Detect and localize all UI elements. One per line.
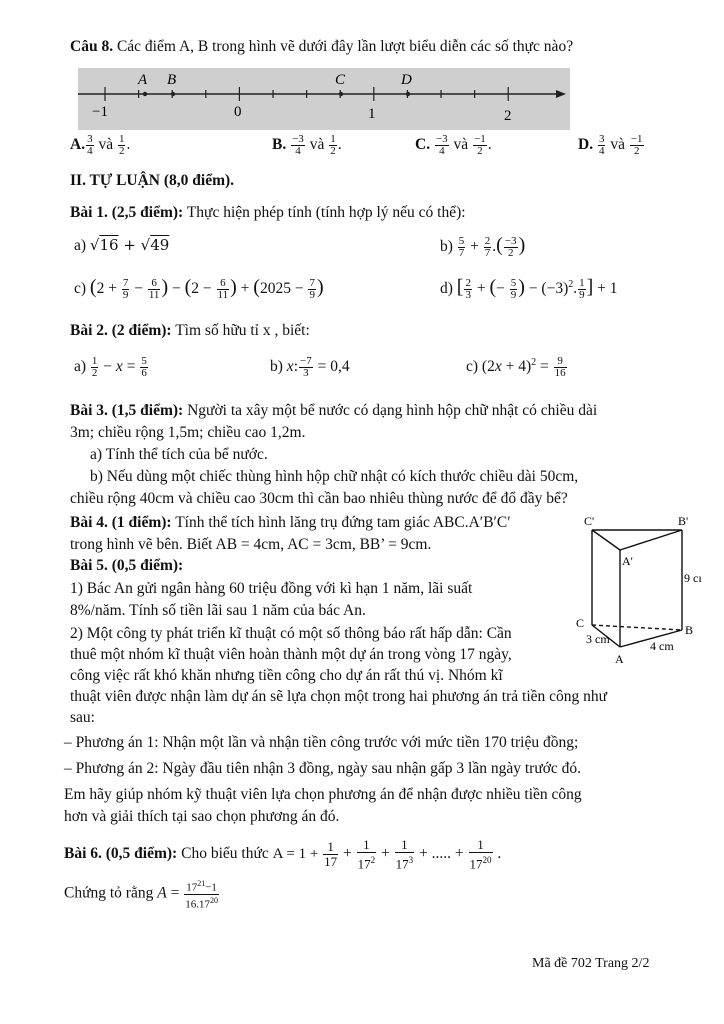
- point-b-dot: [171, 92, 175, 96]
- prism-figure: [570, 510, 720, 670]
- svg-text:B': B': [678, 514, 689, 528]
- number-line: [78, 68, 570, 130]
- point-c-label: C: [335, 72, 346, 88]
- q8-label: Câu 8.: [70, 38, 114, 55]
- bai5-opt1: – Phương án 1: Nhận một lần và nhận tiền công trước với mức tiền 170 triệu đồng;: [64, 734, 579, 751]
- q8-question: [70, 38, 573, 56]
- point-a-dot: [143, 92, 147, 96]
- bai4-line1: Bài 4. (1 điểm): Tính thể tích hình lăng trụ đứng tam giác ABC.A′B′C′: [70, 514, 511, 531]
- bai1-heading: Bài 1. (2,5 điểm): Thực hiện phép tính (tính hợp lý nếu có thể):: [70, 204, 466, 221]
- q8-option-b[interactable]: B. $\frac{-3}{4}$ và $\frac{1}{2}$ .: [272, 133, 342, 157]
- q8-option-a[interactable]: A. $\frac{3}{4}$ và $\frac{1}{2}$ .: [70, 133, 131, 157]
- bai5-p1-l2: 8%/năm. Tính số tiền lãi sau 1 năm của bác An.: [70, 602, 366, 619]
- section-title: II. TỰ LUẬN (8,0 điểm).: [70, 172, 235, 189]
- bai2-c: c) $(2x + 4)^2$ = $\frac{9}{16}$: [466, 355, 566, 379]
- bai3-line2: 3m; chiều rộng 1,5m; chiều cao 1,2m.: [70, 424, 306, 441]
- footer: Mã đề 702 Trang 2/2: [532, 956, 650, 971]
- bai3-b2: chiều rộng 40cm và chiều cao 30cm thì cần bao nhiêu thùng nước để đổ đầy bể?: [70, 490, 568, 507]
- svg-text:4 cm: 4 cm: [650, 639, 674, 653]
- bai5-p2-l5: sau:: [70, 709, 95, 726]
- point-d-label: D: [401, 72, 412, 88]
- svg-text:9 cı: 9 cı: [684, 571, 702, 585]
- tick-label-0: 0: [234, 104, 242, 120]
- bai2-a: a) $\frac{1}{2}$ − x = $\frac{5}{6}$: [74, 355, 147, 379]
- bai5-p2-l2: thuê một nhóm kĩ thuật viên hoàn thành một dự án trong vòng 17 ngày,: [70, 646, 512, 663]
- bai5-end1: Em hãy giúp nhóm kỹ thuật viên lựa chọn phương án để nhận được nhiều tiền công: [64, 786, 582, 803]
- point-c-dot: [339, 92, 343, 96]
- bai5-p2-l4: thuật viên được nhận làm dự án sẽ lựa chọn một trong hai phương án trả tiền công như: [70, 688, 608, 705]
- bai1-b: b) $\frac{5}{7}$ + $\frac{2}{7}$ .( $\frac{-3}{2}$ ): [440, 234, 526, 259]
- svg-text:C: C: [576, 616, 585, 630]
- q8-option-d[interactable]: D. $\frac{3}{4}$ và $\frac{-1}{2}$: [578, 133, 643, 157]
- bai3-a: a) Tính thể tích của bể nước.: [90, 446, 268, 463]
- svg-text:B: B: [685, 623, 694, 637]
- bai1-a: a) √16 + √49: [74, 236, 170, 254]
- bai5-p2-l1: 2) Một công ty phát triển kĩ thuật có một số thông báo rất hấp dẫn: Cần: [70, 625, 512, 642]
- bai5-heading: Bài 5. (0,5 điểm):: [70, 557, 184, 574]
- bai5-opt2: – Phương án 2: Ngày đầu tiên nhận 3 đồng, ngày sau nhận gấp 3 lần ngày trước đó.: [64, 760, 582, 777]
- point-b-label: B: [167, 72, 177, 88]
- bai1-c: c) (2 + $\frac{7}{9}$ − $\frac{6}{11}$ ) − (2 − $\frac{6}{11}$ ) + (2025 − $\frac{7}{9}$ ): [74, 276, 324, 301]
- svg-text:A': A': [622, 554, 633, 568]
- tick-label-minus1: −1: [92, 104, 108, 120]
- tick-label-1: 1: [368, 106, 376, 122]
- point-a-label: A: [138, 72, 148, 88]
- bai6-prove: Chứng tỏ rằng A = $\frac{17^{21}-1}{16.17^{20}}$: [64, 879, 218, 911]
- q8-option-c[interactable]: C. $\frac{-3}{4}$ và $\frac{-1}{2}$ .: [415, 133, 492, 157]
- bai5-p2-l3: công việc rất khó khăn nhưng tiền công cho dự án rất thú vị. Nhóm kĩ: [70, 667, 503, 684]
- point-d-dot: [406, 92, 410, 96]
- bai2-b: b) x: $\frac{-7}{3}$ = 0,4: [270, 355, 350, 379]
- q8-text: Các điểm A, B trong hình vẽ dưới đây lần lượt biểu diễn các số thực nào?: [116, 38, 574, 55]
- svg-text:3 cm: 3 cm: [586, 632, 610, 646]
- bai5-end2: hơn và giải thích tại sao chọn phương án đó.: [64, 808, 340, 825]
- bai1-d: d) [ $\frac{2}{3}$ + (− $\frac{5}{9}$ ) − $(-3)^2$. $\frac{1}{9}$ ] + 1: [440, 276, 618, 301]
- bai2-heading: Bài 2. (2 điểm): Tìm số hữu tỉ x , biết:: [70, 322, 310, 339]
- tick-label-2: 2: [504, 108, 512, 124]
- bai4-line2: trong hình vẽ bên. Biết AB = 4cm, AC = 3cm, BB’ = 9cm.: [70, 536, 432, 553]
- bai5-p1-l1: 1) Bác An gửi ngân hàng 60 triệu đồng với kì hạn 1 năm, lãi suất: [70, 580, 473, 597]
- bai6-expression: Bài 6. (0,5 điểm): Cho biểu thức A = 1 + $\frac{1}{17}$ + $\frac{1}{17^2}$ + $\frac{1}{17^3}$ + ..... + $\frac{1}{17^{20}}$ .: [64, 837, 502, 872]
- svg-text:A: A: [615, 652, 624, 666]
- bai3-b1: b) Nếu dùng một chiếc thùng hình hộp chữ nhật có kích thước chiều dài 50cm,: [90, 468, 579, 485]
- bai3-line1: Bài 3. (1,5 điểm): Người ta xây một bể nước có dạng hình hộp chữ nhật có chiều dài: [70, 402, 598, 419]
- svg-text:C': C': [584, 514, 595, 528]
- number-line-figure: [78, 68, 570, 130]
